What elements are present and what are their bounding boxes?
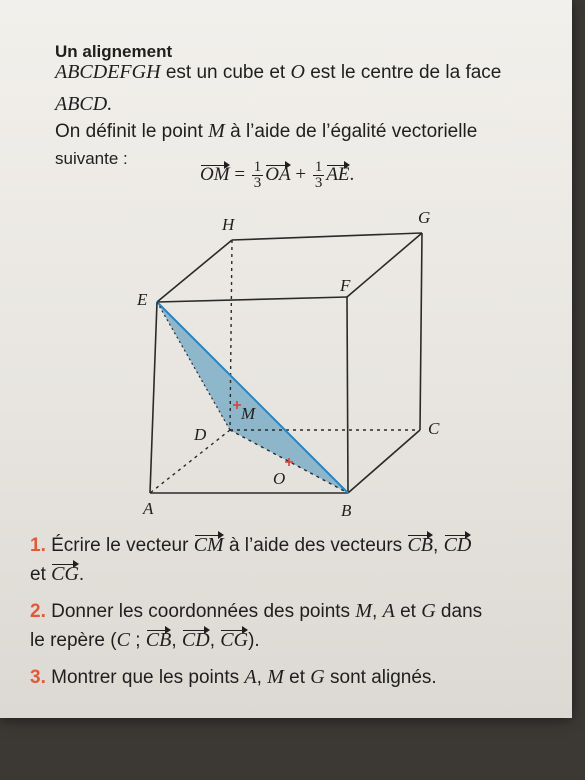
text-segment: ,: [256, 667, 268, 688]
edge-bc: [348, 430, 420, 493]
denominator: 3: [253, 175, 262, 191]
numerator: 1: [314, 159, 323, 175]
text-segment: Donner les coordonnées des points: [45, 601, 356, 622]
label-m: M: [241, 404, 256, 423]
edge-ea: [150, 302, 157, 493]
label-o: O: [273, 469, 286, 488]
label-e: E: [137, 290, 148, 309]
text-segment: ,: [433, 535, 444, 556]
point-o: O: [290, 61, 305, 83]
text-segment: et: [283, 667, 311, 688]
statement-line-4: suivante :: [55, 149, 128, 168]
edge-hg: [232, 233, 422, 240]
question-1-line-2: [30, 563, 84, 586]
label-h: H: [222, 215, 235, 234]
vector-cd: CD: [181, 629, 210, 651]
vector-oa: OA: [265, 163, 291, 185]
text-segment: dans: [435, 601, 483, 622]
text-segment: et: [30, 564, 52, 585]
vector-cm: CM: [193, 534, 224, 556]
point-g: G: [421, 600, 436, 622]
cube-name: ABCDEFGH: [55, 61, 161, 83]
point-g: G: [310, 666, 325, 688]
point-m: M: [208, 120, 225, 142]
plus-sign: +: [295, 163, 307, 185]
vector-cd: CD: [443, 534, 472, 556]
period: .: [349, 163, 355, 185]
question-number: 1.: [30, 535, 46, 556]
label-f: F: [340, 276, 351, 295]
text-segment: .: [78, 564, 85, 585]
question-2: [30, 600, 482, 623]
vector-cb: CB: [145, 629, 172, 651]
edge-ef: [157, 297, 347, 302]
text-segment: Écrire le vecteur: [45, 535, 194, 556]
point-m: M: [355, 600, 373, 622]
label-g: G: [418, 208, 431, 227]
text-segment: ;: [129, 630, 146, 651]
text-segment: et: [394, 601, 422, 622]
statement-line-2: ABCD.: [55, 93, 113, 115]
question-number: 2.: [30, 601, 46, 622]
text-segment: est le centre de la face: [304, 62, 502, 83]
edge-fg: [347, 233, 422, 297]
text-segment: est un cube et: [160, 62, 291, 83]
text-segment: ).: [248, 630, 260, 651]
edge-gc: [420, 233, 422, 430]
label-d: D: [194, 425, 207, 444]
point-c: C: [116, 629, 130, 651]
text-segment: ,: [209, 630, 221, 651]
equals-sign: =: [234, 163, 246, 185]
text-segment: On définit le point: [55, 121, 209, 142]
exercise-title: Un alignement: [55, 42, 173, 61]
question-2-line-2: [30, 629, 260, 652]
denominator: 3: [314, 175, 323, 191]
edge-eh: [157, 240, 232, 302]
vector-om: OM: [200, 163, 230, 185]
vector-cg: CG: [220, 629, 249, 651]
numerator: 1: [253, 159, 262, 175]
question-3: [30, 666, 437, 689]
text-segment: à l’aide de l’égalité vectorielle: [224, 121, 478, 142]
point-a: A: [382, 600, 395, 622]
text-segment: ,: [372, 601, 383, 622]
edge-fb: [347, 297, 348, 493]
label-c: C: [428, 419, 440, 438]
label-b: B: [341, 501, 352, 520]
text-segment: à l’aide des vecteurs: [223, 535, 408, 556]
edge-da: [150, 430, 230, 493]
question-number: 3.: [30, 667, 46, 688]
label-a: A: [143, 499, 154, 518]
point-a: A: [244, 666, 257, 688]
text-segment: sont alignés.: [324, 667, 437, 688]
point-m: M: [267, 666, 284, 688]
text-segment: ,: [171, 630, 182, 651]
text-segment: le repère (: [30, 630, 117, 651]
vector-ae: AE: [326, 163, 350, 185]
text-segment: Montrer que les points: [45, 667, 245, 688]
vector-cb: CB: [407, 534, 434, 556]
question-1: [30, 534, 471, 557]
vector-cg: CG: [51, 563, 79, 585]
